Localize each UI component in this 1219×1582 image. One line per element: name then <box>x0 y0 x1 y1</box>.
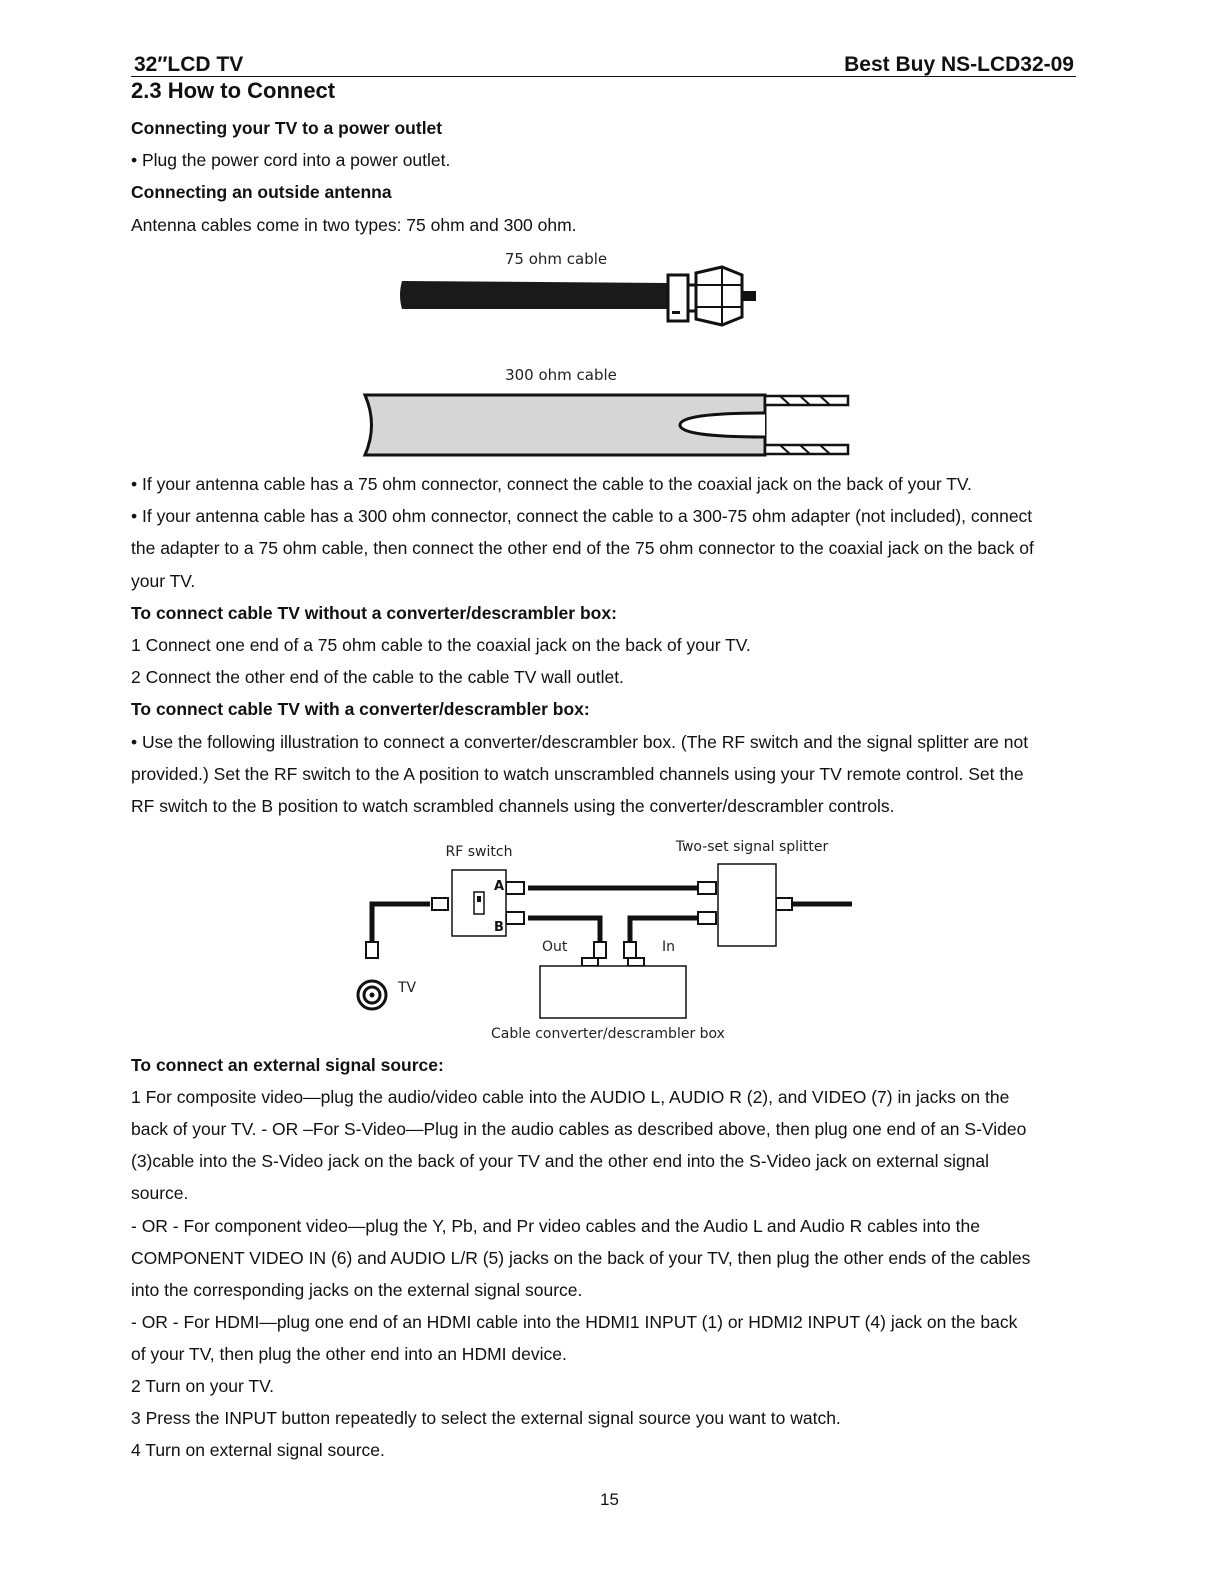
text-line: 4 Turn on external signal source. <box>131 1440 385 1461</box>
text-line: • If your antenna cable has a 75 ohm connector, connect the cable to the coaxial jack on the back of your TV. <box>131 474 972 494</box>
twin-lead-cable-300-ohm <box>365 395 848 455</box>
header-left: 32″LCD TV <box>134 53 244 76</box>
label-300-ohm: 300 ohm cable <box>505 366 617 384</box>
text-line: of your TV, then plug the other end into an HDMI device. <box>131 1343 567 1364</box>
text-line: (3)cable into the S-Video jack on the back of your TV and the other end into the S-Video jack on external signal <box>131 1151 990 1172</box>
tv-jack-icon <box>358 981 386 1009</box>
text-line: 1 Connect one end of a 75 ohm cable to the coaxial jack on the back of your TV. <box>131 635 751 655</box>
text-line: into the corresponding jacks on the external signal source. <box>131 1279 583 1300</box>
text-line: source. <box>131 1183 189 1204</box>
text-line: • Plug the power cord into a power outlet. <box>131 150 451 171</box>
header-right: Best Buy NS-LCD32-09 <box>844 53 1074 76</box>
text-line: provided.) Set the RF switch to the A position to watch unscrambled channels using your TV remote control. Set the <box>131 763 1024 784</box>
text-line: - OR - For component video—plug the Y, Pb, and Pr video cables and the Audio L and Audio R cables into the <box>131 1215 980 1236</box>
subheading: Connecting your TV to a power outlet <box>131 118 443 138</box>
converter-box <box>540 966 686 1018</box>
label-converter-box: Cable converter/descrambler box <box>491 1026 725 1042</box>
text-line: - OR - For HDMI—plug one end of an HDMI cable into the HDMI1 INPUT (1) or HDMI2 INPUT (4) jack on the back <box>131 1311 1018 1332</box>
text-line: • Use the following illustration to connect a converter/descrambler box. (The RF switch and the signal splitter are not <box>131 731 1029 752</box>
header-rule <box>131 76 1076 77</box>
coax-cable-75-ohm <box>400 267 756 325</box>
text-line: 3 Press the INPUT button repeatedly to select the external signal source you want to watch. <box>131 1408 841 1429</box>
section-title: 2.3 How to Connect <box>131 78 336 103</box>
wiring-lines <box>372 888 852 942</box>
text-line: the adapter to a 75 ohm cable, then connect the other end of the 75 ohm connector to the coaxial jack on the back of <box>131 538 1034 559</box>
subheading: To connect cable TV with a converter/descrambler box: <box>131 699 590 720</box>
label-pos-a: A <box>494 879 505 894</box>
text-line: Antenna cables come in two types: 75 ohm and 300 ohm. <box>131 214 577 235</box>
label-pos-b: B <box>494 920 504 935</box>
label-in: In <box>662 939 676 955</box>
label-rf-switch: RF switch <box>445 844 513 860</box>
subheading: Connecting an outside antenna <box>131 182 392 203</box>
label-splitter: Two-set signal splitter <box>675 839 829 855</box>
text-line: 2 Connect the other end of the cable to the cable TV wall outlet. <box>131 667 624 688</box>
text-line: • If your antenna cable has a 300 ohm connector, connect the cable to a 300-75 ohm adapter (not included), connect <box>131 506 1033 527</box>
text-line: back of your TV. - OR –For S-Video—Plug in the audio cables as described above, then plug one end of an S-Video <box>131 1119 1027 1140</box>
cable-types-figure <box>350 245 870 465</box>
text-line: 1 For composite video—plug the audio/video cable into the AUDIO L, AUDIO R (2), and VIDEO (7) in jacks on the <box>131 1087 1010 1108</box>
label-75-ohm: 75 ohm cable <box>504 250 608 268</box>
text-line: your TV. <box>131 570 196 591</box>
text-line: RF switch to the B position to watch scrambled channels using the converter/descrambler controls. <box>131 796 895 816</box>
rf-switch-slider <box>474 892 484 914</box>
page-number: 15 <box>600 1490 619 1509</box>
subheading: To connect an external signal source: <box>131 1055 444 1075</box>
converter-wiring-figure <box>350 830 860 1050</box>
text-line: 2 Turn on your TV. <box>131 1376 275 1396</box>
subheading: To connect cable TV without a converter/descrambler box: <box>131 602 617 623</box>
splitter-box <box>718 864 776 946</box>
label-tv: TV <box>398 980 417 996</box>
text-line: COMPONENT VIDEO IN (6) and AUDIO L/R (5) jacks on the back of your TV, then plug the other ends of the cables <box>131 1247 1031 1268</box>
label-out: Out <box>542 939 568 955</box>
